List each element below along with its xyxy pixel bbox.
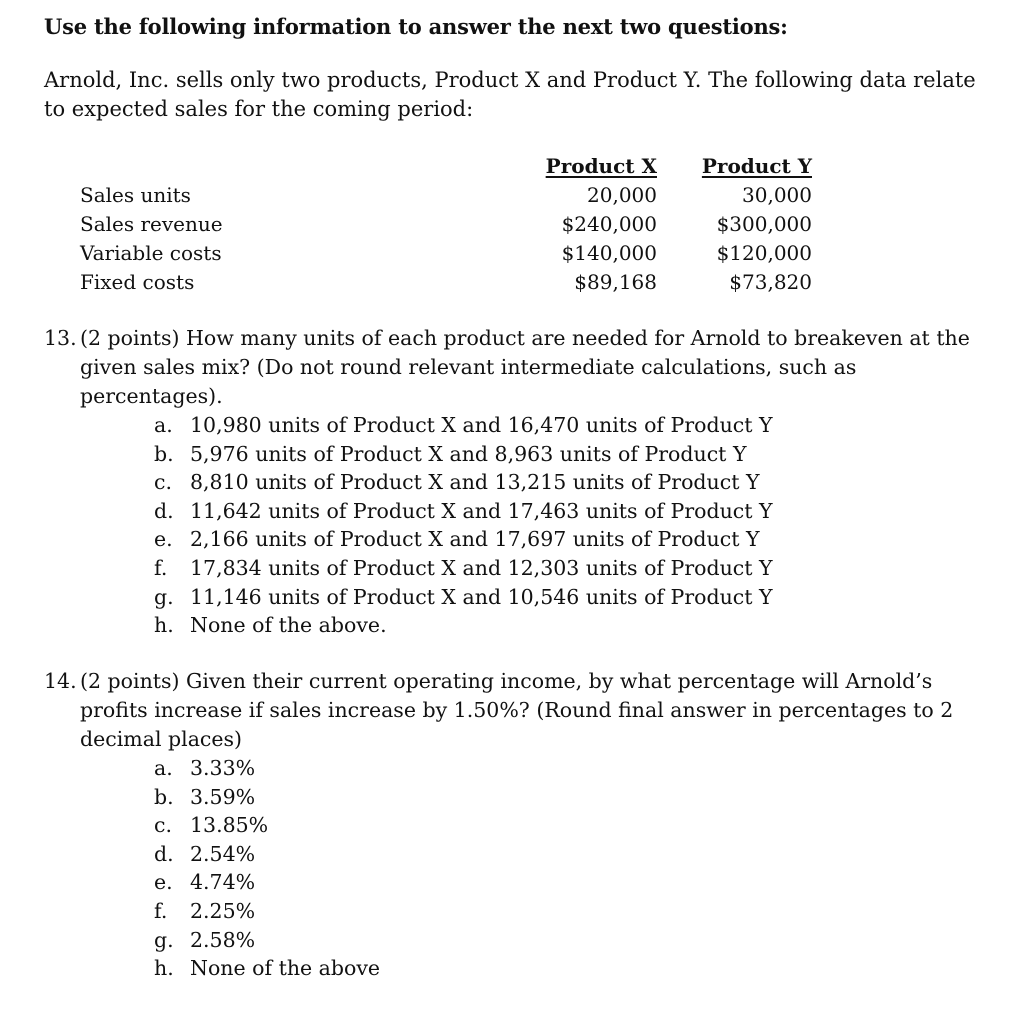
- option-text: 2.25%: [190, 898, 256, 923]
- product-x-value: $140,000: [561, 241, 657, 265]
- option-letter: h.: [154, 613, 174, 638]
- answer-option[interactable]: [154, 840, 994, 869]
- answer-options: [44, 754, 994, 983]
- question-13: [44, 324, 994, 640]
- option-text: 13.85%: [190, 813, 269, 838]
- question-text: (2 points) Given their current operating income, by what percentage will Arnold’s profits increase if sales increase by 1.50%? (Round final answer in percentages to 2 decimal places): [80, 669, 954, 751]
- question-number: 13.: [44, 326, 77, 350]
- option-letter: c.: [154, 470, 172, 495]
- table-row: [80, 239, 820, 268]
- answer-option[interactable]: [154, 954, 994, 983]
- product-y-value: $300,000: [716, 212, 812, 236]
- table-header-row: [80, 152, 820, 181]
- answer-option[interactable]: [154, 440, 994, 469]
- answer-options: [44, 411, 994, 640]
- answer-option[interactable]: [154, 525, 994, 554]
- option-text: 8,810 units of Product X and 13,215 units of Product Y: [190, 470, 760, 495]
- row-label: Sales units: [80, 183, 191, 207]
- question-text: (2 points) How many units of each product are needed for Arnold to breakeven at the given sales mix? (Do not round relevant intermediate calculations, such as percentages).: [80, 326, 970, 408]
- option-text: 11,146 units of Product X and 10,546 units of Product Y: [190, 584, 773, 609]
- product-x-value: $89,168: [574, 270, 657, 294]
- option-letter: b.: [154, 441, 174, 466]
- answer-option[interactable]: [154, 554, 994, 583]
- header-product-x: Product X: [545, 154, 657, 178]
- question-prompt: [44, 667, 994, 754]
- option-letter: e.: [154, 527, 173, 552]
- product-x-value: 20,000: [587, 183, 657, 207]
- option-letter: d.: [154, 498, 174, 523]
- question-number: 14.: [44, 669, 77, 693]
- option-letter: a.: [154, 413, 173, 437]
- answer-option[interactable]: [154, 897, 994, 926]
- option-text: 10,980 units of Product X and 16,470 units of Product Y: [190, 413, 773, 437]
- answer-option[interactable]: [154, 811, 994, 840]
- option-text: 3.59%: [190, 784, 256, 809]
- option-letter: f.: [154, 555, 168, 580]
- row-label: Sales revenue: [80, 212, 223, 236]
- answer-option[interactable]: [154, 611, 994, 640]
- option-text: 3.33%: [190, 756, 256, 780]
- product-x-value: $240,000: [561, 212, 657, 236]
- row-label: Fixed costs: [80, 270, 195, 294]
- option-letter: g.: [154, 584, 174, 609]
- option-letter: c.: [154, 813, 172, 838]
- option-letter: e.: [154, 870, 173, 895]
- table-row: [80, 268, 820, 297]
- answer-option[interactable]: [154, 926, 994, 955]
- table-row: [80, 210, 820, 239]
- product-y-value: 30,000: [742, 183, 812, 207]
- answer-option[interactable]: [154, 783, 994, 812]
- option-text: 2.54%: [190, 841, 256, 866]
- answer-option[interactable]: [154, 754, 994, 783]
- option-text: 2,166 units of Product X and 17,697 units of Product Y: [190, 527, 760, 552]
- row-label: Variable costs: [80, 241, 222, 265]
- answer-option[interactable]: [154, 468, 994, 497]
- instructions-heading: Use the following information to answer the next two questions:: [44, 14, 788, 39]
- option-text: 2.58%: [190, 927, 256, 952]
- option-text: None of the above: [190, 956, 381, 981]
- option-letter: g.: [154, 927, 174, 952]
- option-letter: f.: [154, 898, 168, 923]
- answer-option[interactable]: [154, 411, 994, 440]
- option-text: 4.74%: [190, 870, 256, 895]
- option-text: 17,834 units of Product X and 12,303 units of Product Y: [190, 555, 773, 580]
- product-y-value: $120,000: [716, 241, 812, 265]
- option-text: 5,976 units of Product X and 8,963 units of Product Y: [190, 441, 747, 466]
- question-14: [44, 667, 994, 983]
- option-letter: b.: [154, 784, 174, 809]
- option-letter: a.: [154, 756, 173, 780]
- table-row: [80, 181, 820, 210]
- option-text: 11,642 units of Product X and 17,463 units of Product Y: [190, 498, 773, 523]
- intro-paragraph: Arnold, Inc. sells only two products, Product X and Product Y. The following data relate to expected sales for the coming period:: [44, 68, 976, 121]
- option-text: None of the above.: [190, 613, 387, 638]
- option-letter: h.: [154, 956, 174, 981]
- question-prompt: [44, 324, 994, 411]
- product-y-value: $73,820: [729, 270, 812, 294]
- answer-option[interactable]: [154, 583, 994, 612]
- header-product-y: Product Y: [701, 154, 812, 178]
- option-letter: d.: [154, 841, 174, 866]
- answer-option[interactable]: [154, 868, 994, 897]
- product-data-table: [80, 152, 820, 297]
- answer-option[interactable]: [154, 497, 994, 526]
